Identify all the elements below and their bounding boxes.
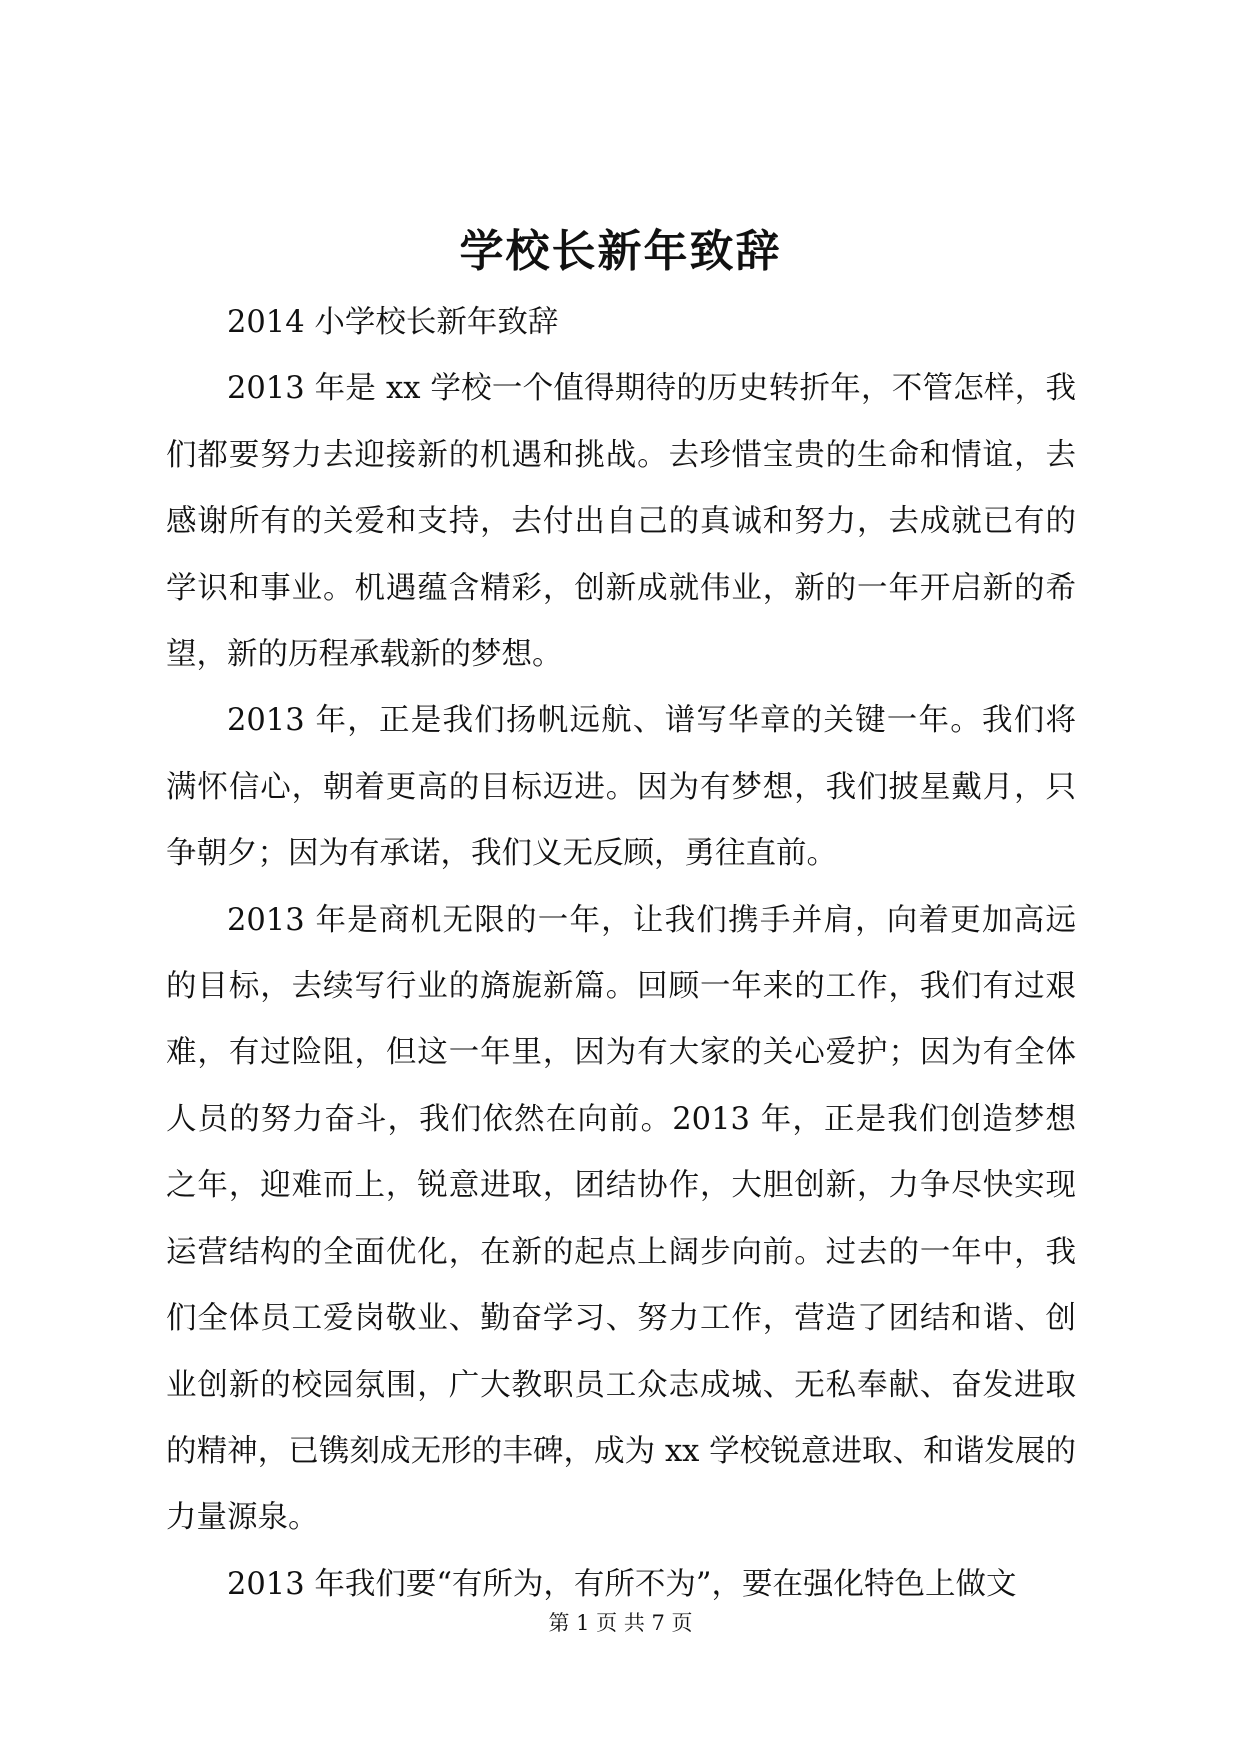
paragraph-2: 2013 年，正是我们扬帆远航、谱写华章的关键一年。我们将满怀信心，朝着更高的目标迈进。因为有梦想，我们披星戴月，只争朝夕；因为有承诺，我们义无反顾，勇往直前。: [166, 703, 1076, 872]
paragraph-1: 2013 年是 xx 学校一个值得期待的历史转折年，不管怎样，我们都要努力去迎接新的机遇和挑战。去珍惜宝贵的生命和情谊，去感谢所有的关爱和支持，去付出自己的真诚和努力，去成就已有的学识和事业。机遇蕴含精彩，创新成就伟业，新的一年开启新的希望，新的历程承载新的梦想。: [166, 371, 1076, 673]
paragraph-4: 2013 年我们要“有所为，有所不为”，要在强化特色上做文: [227, 1566, 1017, 1602]
page-number-footer: 第 1 页 共 7 页: [548, 1611, 693, 1635]
document-title: 学校长新年致辞: [459, 226, 782, 277]
document-subtitle: 2014 小学校长新年致辞: [227, 305, 559, 340]
document-body: [166, 290, 1076, 1618]
paragraph-3: 2013 年是商机无限的一年，让我们携手并肩，向着更加高远的目标，去续写行业的旖旎新篇。回顾一年来的工作，我们有过艰难，有过险阻，但这一年里，因为有大家的关心爱护；因为有全体人员的努力奋斗，我们依然在向前。2013 年，正是我们创造梦想之年，迎难而上，锐意进取，团结协作，大胆创新，力争尽快实现运营结构的全面优化，在新的起点上阔步向前。过去的一年中，我们全体员工爱岗敬业、勤奋学习、努力工作，营造了团结和谐、创业创新的校园氛围，广大教职员工众志成城、无私奉献、奋发进取的精神，已镌刻成无形的丰碑，成为 xx 学校锐意进取、和谐发展的力量源泉。: [166, 902, 1076, 1536]
